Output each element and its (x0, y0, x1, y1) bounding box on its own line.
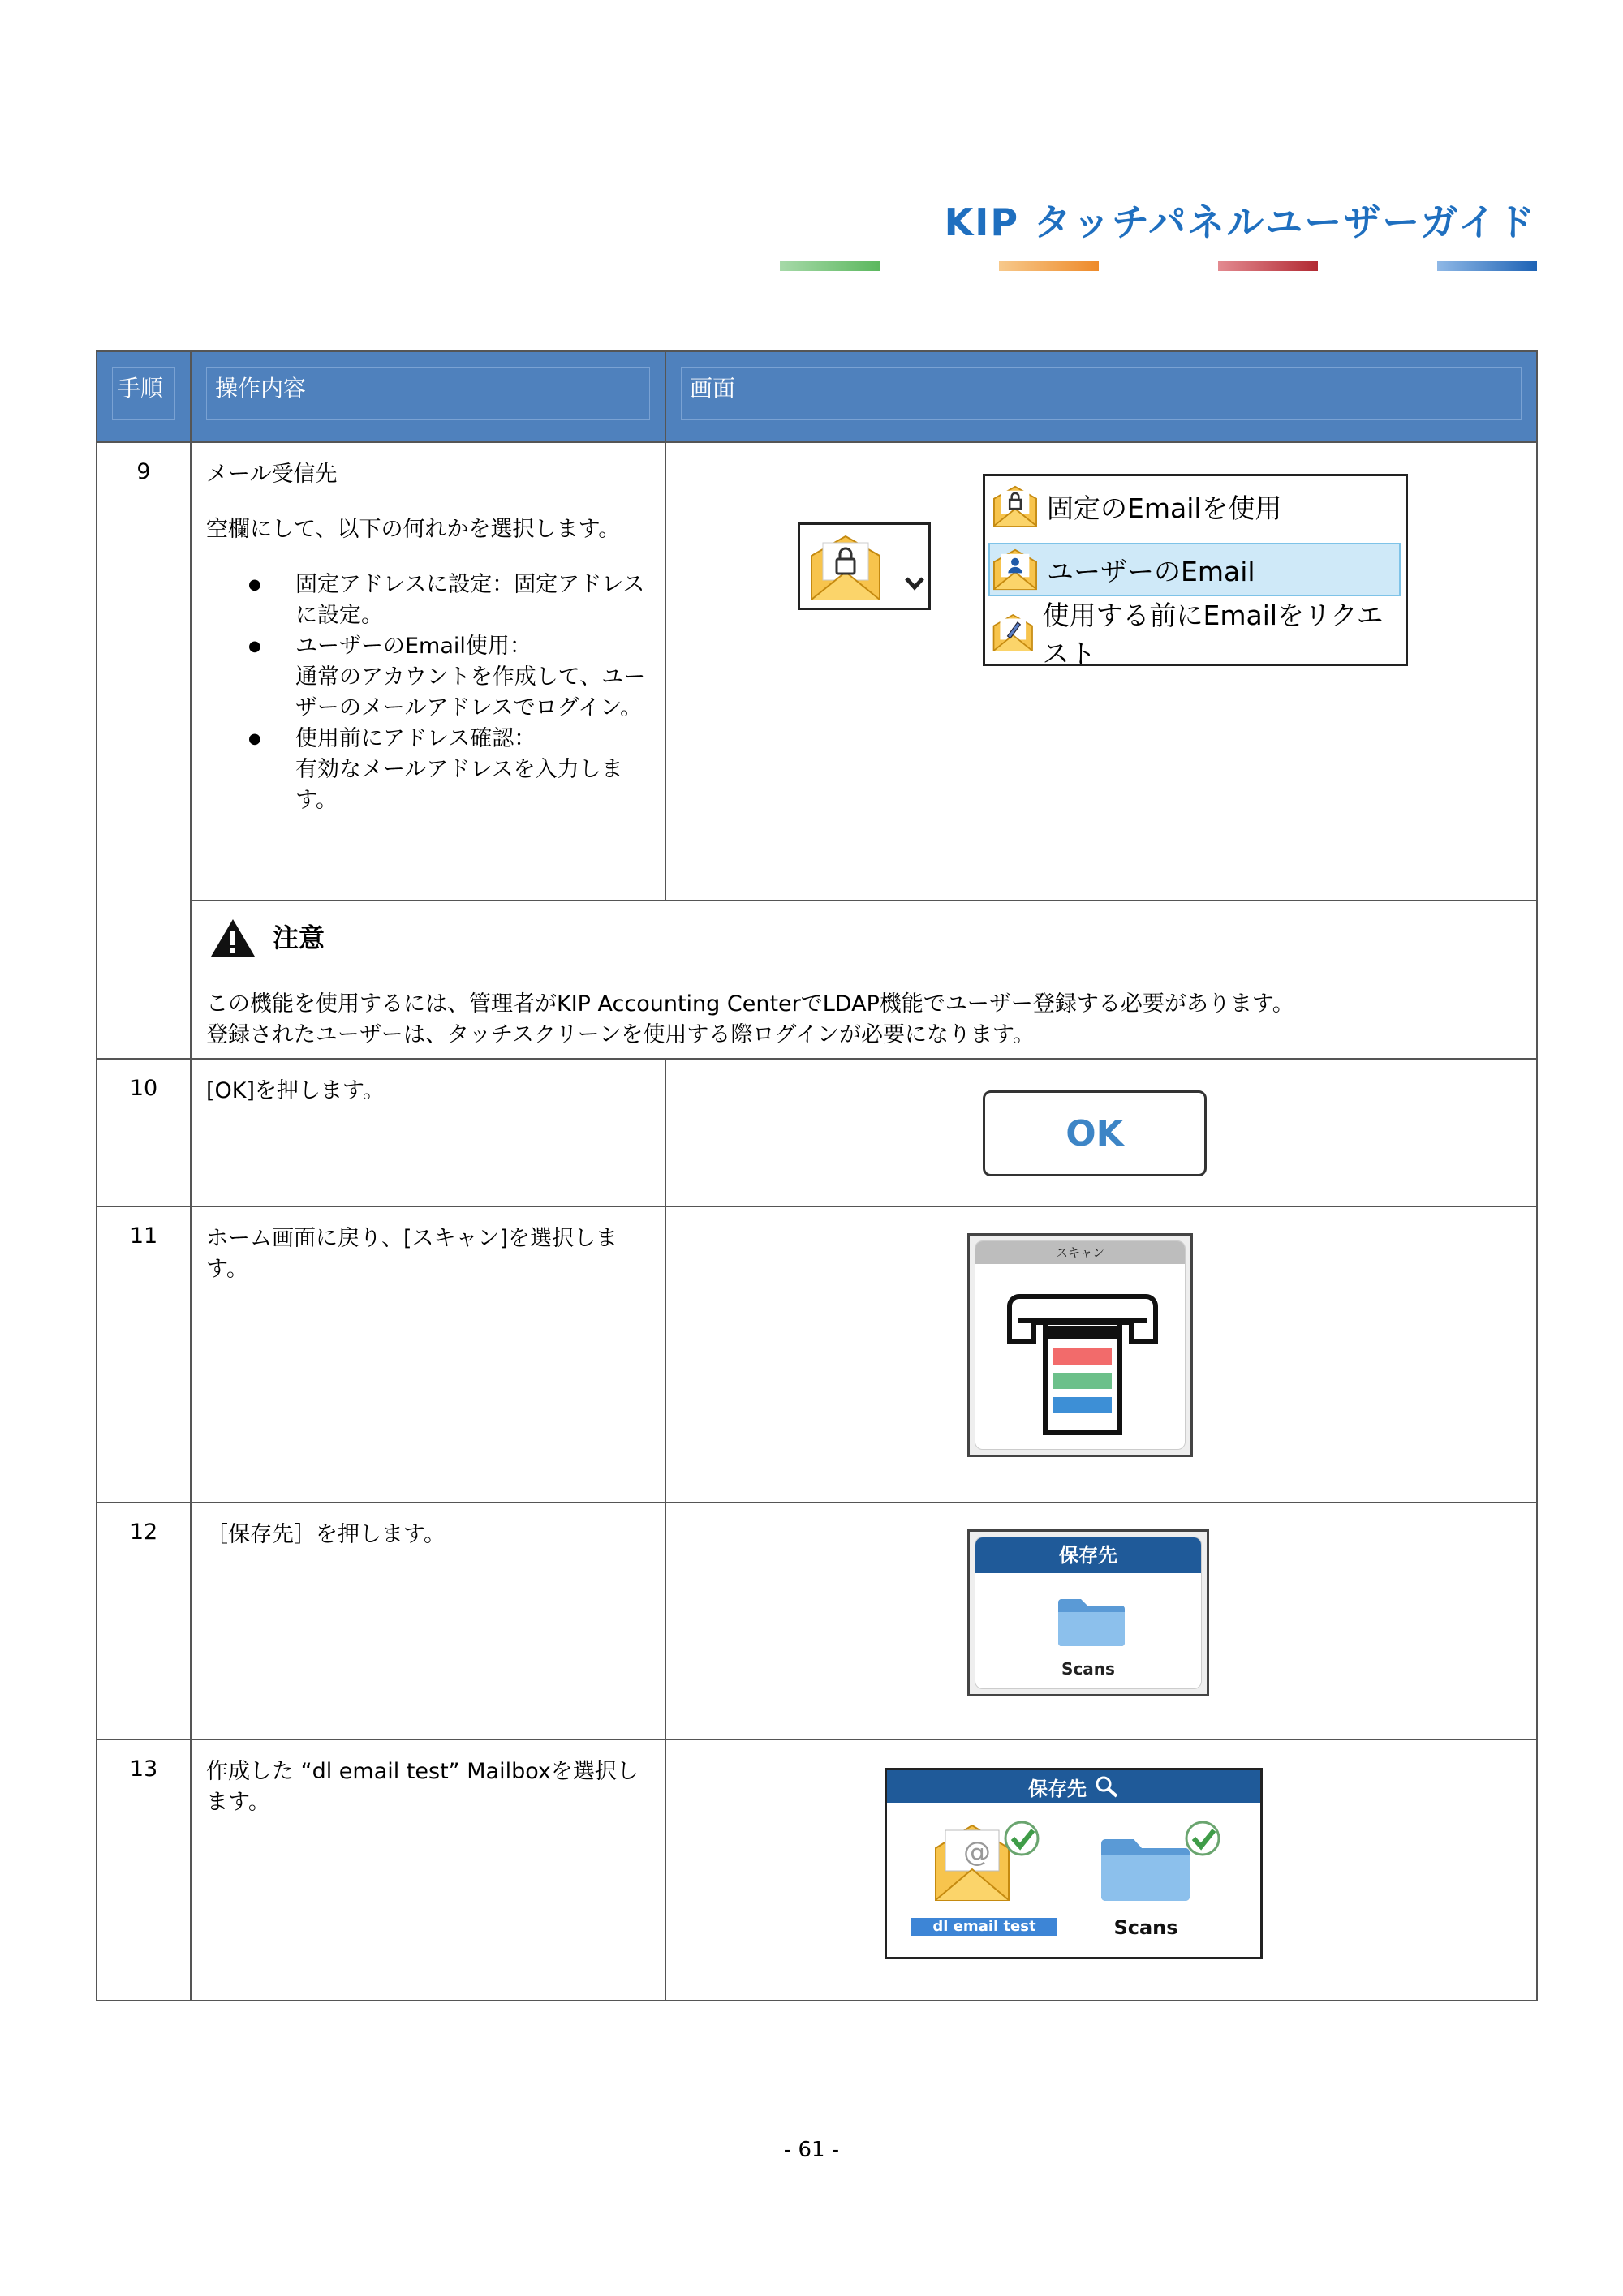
document-title: KIP タッチパネルユーザーガイド (944, 200, 1536, 244)
menu-item-fixed-email[interactable]: 固定のEmailを使用 (990, 479, 1402, 533)
accent-bar-red (1218, 261, 1318, 271)
scanner-icon (985, 1274, 1180, 1436)
step-screen (665, 442, 1537, 901)
table-row (97, 1503, 1537, 1739)
step-number: 9 (97, 442, 191, 1059)
step-screen (665, 1739, 1537, 2001)
folder-icon (1055, 1593, 1128, 1649)
col-step-header: 手順 (97, 351, 191, 442)
user-envelope-icon (990, 546, 1040, 593)
svg-text:@: @ (963, 1836, 991, 1868)
caution-note (191, 901, 1537, 1059)
note-heading: 注意 (273, 922, 325, 953)
accent-bar-blue (1437, 261, 1537, 271)
menu-item-user-email[interactable]: ユーザーのEmail (988, 543, 1401, 596)
step-operation: ホーム画面に戻り、[スキャン]を選択します。 (191, 1206, 665, 1503)
pencil-envelope-icon (990, 609, 1036, 656)
col-operation-header: 操作内容 (191, 351, 665, 442)
list-item: ● ユーザーのEmail使用： 通常のアカウントを作成して、ユーザーのメールアドレスでログイン。 (295, 631, 650, 724)
mailbox-item[interactable] (911, 1819, 1049, 1941)
option-list (206, 570, 650, 816)
note-row (97, 901, 1537, 1059)
warning-icon (209, 918, 256, 958)
destination-tile[interactable] (967, 1529, 1209, 1696)
folder-label: Scans (1061, 1659, 1115, 1679)
locked-envelope-icon (990, 483, 1040, 530)
table-row (97, 1059, 1537, 1206)
table-row (97, 442, 1537, 901)
mail-recipient-dropdown[interactable] (798, 522, 931, 610)
page-number: - 61 - (783, 2138, 840, 2162)
accent-bar-orange (999, 261, 1099, 271)
destination-tile-title: 保存先 (975, 1537, 1201, 1573)
scan-tile-inner (975, 1240, 1186, 1450)
locked-envelope-icon (805, 531, 886, 604)
panel-header: 保存先 (887, 1770, 1260, 1803)
step-operation: 作成した “dl email test” Mailboxを選択します。 (191, 1739, 665, 2001)
step-operation (191, 442, 665, 901)
table-row (97, 1739, 1537, 2001)
step-operation: ［保存先］を押します。 (191, 1503, 665, 1739)
step-number: 13 (97, 1739, 191, 2001)
steps-table (96, 350, 1538, 2001)
step-screen (665, 1206, 1537, 1503)
list-item: ● 固定アドレスに設定：固定アドレスに設定。 (295, 570, 650, 631)
scan-tile-label: スキャン (975, 1241, 1185, 1264)
step-title: メール受信先 (206, 462, 338, 487)
step-screen (665, 1059, 1537, 1206)
table-row (97, 1206, 1537, 1503)
mailbox-label: dl email test (911, 1918, 1057, 1936)
note-line: この機能を使用するには、管理者がKIP Accounting CenterでLDAP機能でユーザー登録する必要があります。 (206, 991, 1294, 1017)
folder-icon (1093, 1819, 1231, 1908)
step-number: 11 (97, 1206, 191, 1503)
destination-panel (885, 1768, 1263, 1959)
accent-bar-green (780, 261, 880, 271)
note-line: 登録されたユーザーは、タッチスクリーンを使用する際ログインが必要になります。 (206, 1022, 1035, 1047)
col-screen-header: 画面 (665, 351, 1537, 442)
list-item: ● 使用前にアドレス確認： 有効なメールアドレスを入力します。 (295, 724, 650, 816)
table-header-row (97, 351, 1537, 442)
ok-button[interactable]: OK (983, 1090, 1207, 1176)
folder-label: Scans (1113, 1916, 1178, 1939)
step-desc: 空欄にして、以下の何れかを選択します。 (206, 517, 621, 542)
email-envelope-icon (911, 1819, 1041, 1908)
scan-tile[interactable] (967, 1233, 1193, 1457)
step-operation: [OK]を押します。 (191, 1059, 665, 1206)
step-number: 12 (97, 1503, 191, 1739)
scans-folder-item[interactable] (1093, 1819, 1231, 1941)
search-icon[interactable] (1095, 1775, 1119, 1798)
mail-recipient-menu (983, 474, 1408, 669)
step-screen (665, 1503, 1537, 1739)
chevron-down-icon (904, 575, 925, 591)
step-number: 10 (97, 1059, 191, 1206)
menu-item-request-email[interactable]: 使用する前にEmailをリクエスト (990, 606, 1402, 660)
